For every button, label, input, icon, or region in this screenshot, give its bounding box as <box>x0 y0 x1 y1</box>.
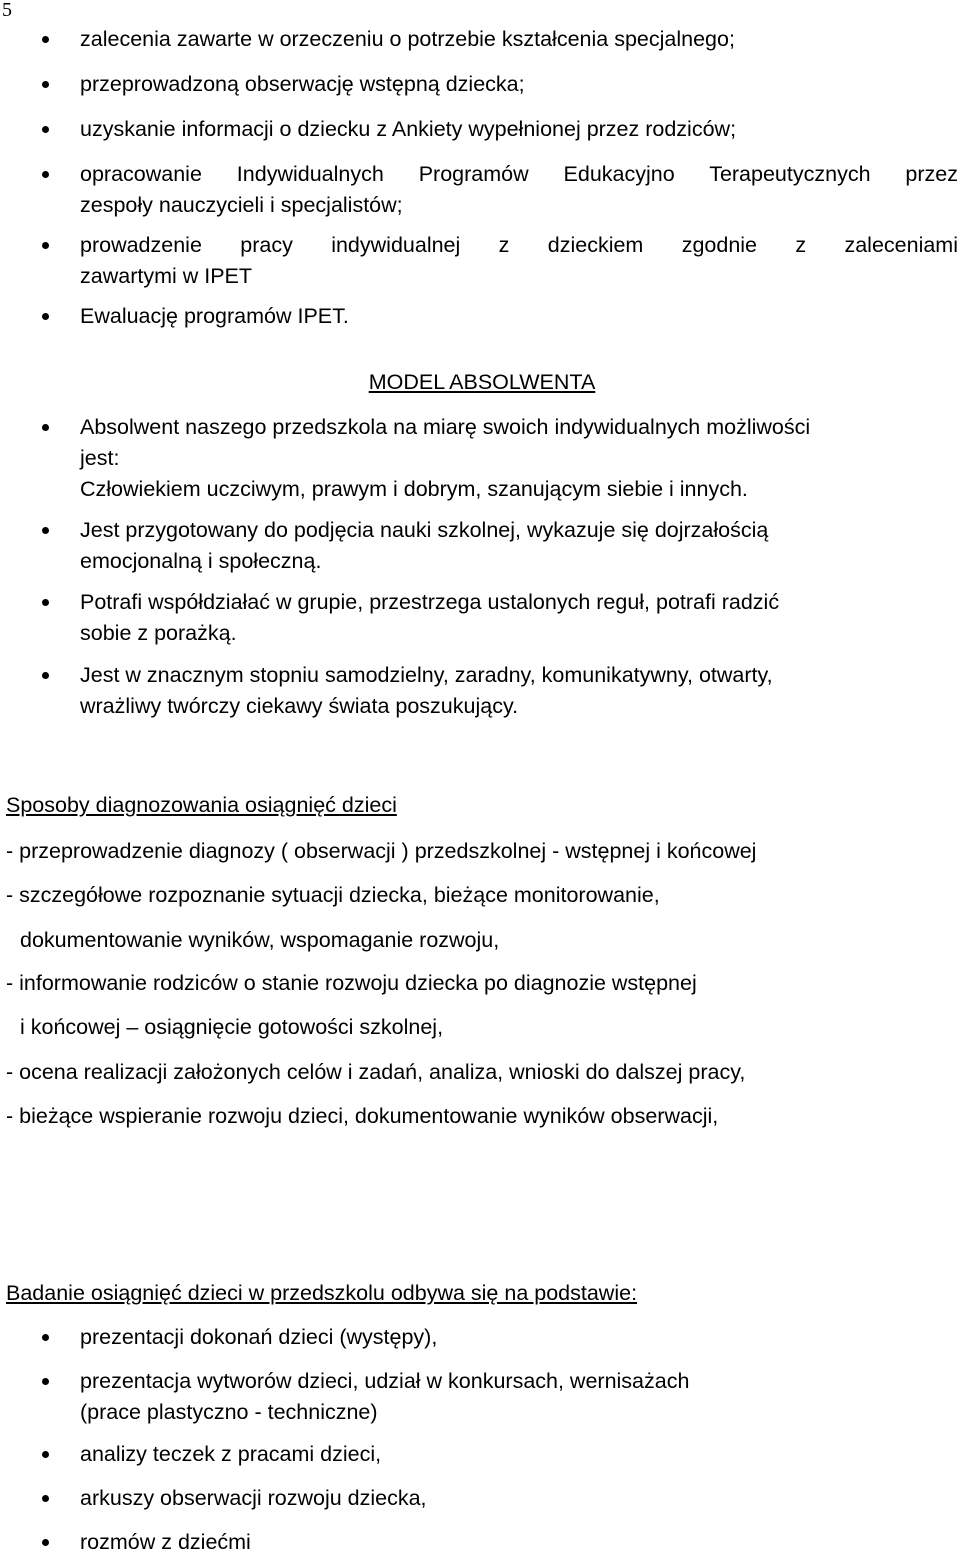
list-item-line: Potrafi współdziałać w grupie, przestrzega ustalonych reguł, potrafi radzić <box>80 590 780 614</box>
list-item-line: jest: <box>80 446 120 470</box>
list-item: rozmów z dziećmi <box>0 1527 960 1558</box>
diagnosis-line: - przeprowadzenie diagnozy ( obserwacji ) przedszkolnej - wstępnej i końcowej <box>6 839 757 863</box>
list-item: uzyskanie informacji o dziecku z Ankiety wypełnionej przez rodziców; <box>0 114 960 145</box>
diagnosis-line: - bieżące wspieranie rozwoju dzieci, dokumentowanie wyników obserwacji, <box>6 1104 719 1128</box>
list-item-line: zespoły nauczycieli i specjalistów; <box>80 193 403 217</box>
list-item <box>0 159 960 221</box>
diagnosis-line: i końcowej – osiągnięcie gotowości szkolnej, <box>20 1015 444 1039</box>
list-item-line: wrażliwy twórczy ciekawy świata poszukujący. <box>80 694 519 718</box>
list-item-line: (prace plastyczno - techniczne) <box>80 1400 378 1424</box>
list-item-line: Jest w znacznym stopniu samodzielny, zaradny, komunikatywny, otwarty, <box>80 663 773 687</box>
list-item-line: emocjonalną i społeczną. <box>80 549 322 573</box>
list-item: Ewaluację programów IPET. <box>0 301 960 332</box>
list-item-line: prezentacja wytworów dzieci, udział w konkursach, wernisażach <box>80 1369 690 1393</box>
list-item-line: opracowanie Indywidualnych Programów Edukacyjno Terapeutycznych przez <box>80 162 958 186</box>
list-item-line: prowadzenie pracy indywidualnej z dzieckiem zgodnie z zaleceniami <box>80 233 958 257</box>
list-item <box>0 587 960 649</box>
list-item <box>0 515 960 577</box>
diagnosis-line: dokumentowanie wyników, wspomaganie rozwoju, <box>20 928 500 952</box>
list-item-line: zawartymi w IPET <box>80 264 253 288</box>
diagnosis-line: - ocena realizacji założonych celów i zadań, analiza, wnioski do dalszej pracy, <box>6 1060 746 1084</box>
assessment-list <box>0 1322 960 1558</box>
list-item: zalecenia zawarte w orzeczeniu o potrzebie kształcenia specjalnego; <box>0 24 960 55</box>
diagnosis-line: - szczegółowe rozpoznanie sytuacji dziecka, bieżące monitorowanie, <box>6 883 660 907</box>
diagnosis-line: - informowanie rodziców o stanie rozwoju dziecka po diagnozie wstępnej <box>6 971 697 995</box>
list-item: arkuszy obserwacji rozwoju dziecka, <box>0 1483 960 1514</box>
list-item: przeprowadzoną obserwację wstępną dziecka; <box>0 69 960 100</box>
list-item: analizy teczek z pracami dzieci, <box>0 1439 960 1470</box>
ipet-steps-list <box>0 24 960 332</box>
model-absolwenta-heading: MODEL ABSOLWENTA <box>368 370 596 394</box>
assessment-heading: Badanie osiągnięć dzieci w przedszkolu odbywa się na podstawie: <box>6 1281 638 1305</box>
list-item-line: Absolwent naszego przedszkola na miarę swoich indywidualnych możliwości <box>80 415 811 439</box>
list-item-line: Człowiekiem uczciwym, prawym i dobrym, szanującym siebie i innych. <box>80 477 748 501</box>
list-item-line: sobie z porażką. <box>80 621 237 645</box>
diagnosis-heading: Sposoby diagnozowania osiągnięć dzieci <box>6 793 397 817</box>
list-item <box>0 230 960 292</box>
list-item <box>0 1366 960 1428</box>
graduate-model-list <box>0 412 960 722</box>
list-item <box>0 660 960 722</box>
list-item: prezentacji dokonań dzieci (występy), <box>0 1322 960 1353</box>
page-number: 5 <box>2 0 12 21</box>
list-item-line: Jest przygotowany do podjęcia nauki szkolnej, wykazuje się dojrzałością <box>80 518 769 542</box>
list-item <box>0 412 960 505</box>
